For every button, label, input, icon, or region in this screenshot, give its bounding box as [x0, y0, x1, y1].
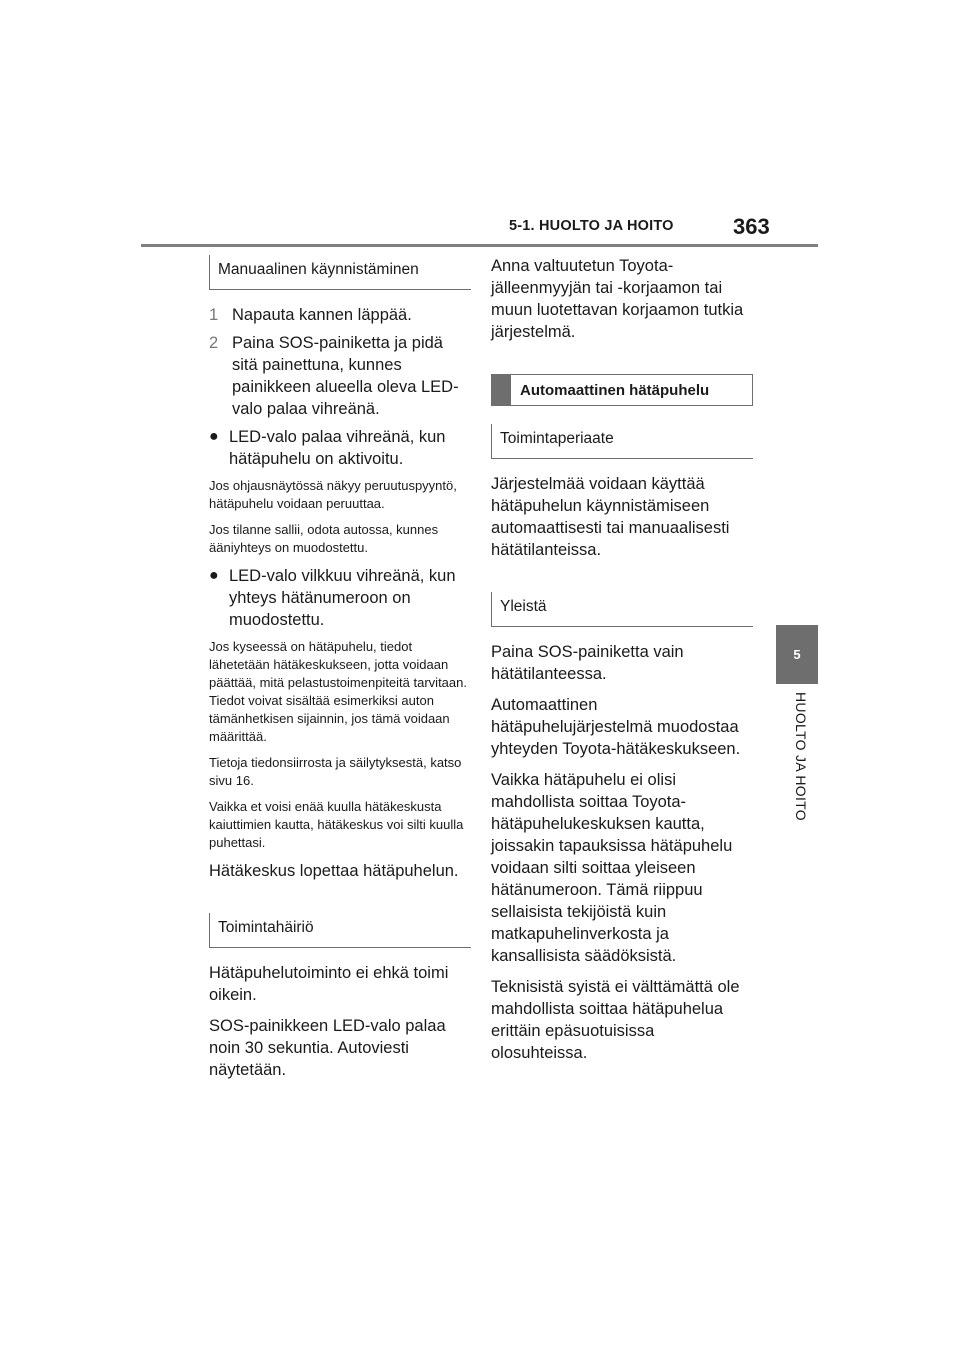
heading-text: Automaattinen hätäpuhelu	[520, 381, 710, 399]
body-text: Paina SOS-painiketta vain hätätilanteessa.	[491, 643, 684, 683]
note-text: Jos ohjausnäytössä näkyy peruutuspyyntö, hätäpuhelu voidaan peruuttaa.	[209, 478, 457, 511]
body-text: Hätäkeskus lopettaa hätäpuhelun.	[209, 862, 459, 880]
bullet-icon: ●	[209, 428, 219, 445]
malfunction-heading: Toimintahäiriö	[209, 913, 471, 948]
chapter-number: 5	[793, 647, 801, 662]
bullet-text: LED-valo vilkkuu vihreänä, kun yhteys hätänumeroon on muodostettu.	[229, 567, 456, 629]
bullet-item	[209, 565, 471, 631]
step-text: Napauta kannen läppää.	[232, 306, 412, 324]
step-number: 2	[209, 334, 219, 352]
auto-emergency-call-heading	[491, 374, 753, 406]
note-text: Jos kyseessä on hätäpuhelu, tiedot lähetetään hätäkeskukseen, jotta voidaan päättää, mitä pelastustoimenpiteitä tarvitaan. Tiedot voivat sisältää esimerkiksi auton tämänhetkisen sijainnin, jos tämä voidaan määrittää.	[209, 639, 467, 744]
body-text: Anna valtuutetun Toyota-jälleenmyyjän tai -korjaamon tai muun luotettavan korjaamon tutkia järjestelmä.	[491, 257, 744, 341]
bullet-text: LED-valo palaa vihreänä, kun hätäpuhelu on aktivoitu.	[229, 428, 446, 468]
step-number: 1	[209, 306, 219, 324]
note-text: Vaikka et voisi enää kuulla hätäkeskusta kaiuttimien kautta, hätäkeskus voi silti kuulla puhettasi.	[209, 799, 464, 850]
section-title: 5-1. HUOLTO JA HOITO	[509, 218, 674, 234]
step-text: Paina SOS-painiketta ja pidä sitä painettuna, kunnes painikkeen alueella oleva LED-valo palaa vihreänä.	[232, 334, 459, 418]
body-text: SOS-painikkeen LED-valo palaa noin 30 sekuntia. Autoviesti näytetään.	[209, 1017, 446, 1079]
manual-start-heading: Manuaalinen käynnistäminen	[209, 255, 471, 290]
bullet-icon: ●	[209, 567, 219, 584]
header-divider	[141, 244, 818, 247]
body-text: Hätäpuhelutoiminto ei ehkä toimi oikein.	[209, 964, 449, 1004]
step-2	[209, 332, 471, 420]
general-heading: Yleistä	[491, 592, 753, 627]
page-number: 363	[733, 214, 770, 239]
body-text: Teknisistä syistä ei välttämättä ole mahdollista soittaa hätäpuhelua erittäin epäsuotuisissa olosuhteissa.	[491, 978, 740, 1062]
chapter-label: HUOLTO JA HOITO	[793, 692, 809, 821]
body-text: Järjestelmää voidaan käyttää hätäpuhelun käynnistämiseen automaattisesti tai manuaalisesti hätätilanteissa.	[491, 475, 730, 559]
body-text: Vaikka hätäpuhelu ei olisi mahdollista soittaa Toyota-hätäpuhelukeskuksen kautta, joissakin tapauksissa hätäpuhelu voidaan silti soittaa yleiseen hätänumeroon. Tämä riippuu sellaisista tekijöistä kuin matkapuhelinverkosta ja kansallisista säädöksistä.	[491, 771, 733, 965]
body-text: Automaattinen hätäpuhelujärjestelmä muodostaa yhteyden Toyota-hätäkeskukseen.	[491, 696, 741, 758]
right-column	[491, 255, 753, 1073]
note-text: Jos tilanne sallii, odota autossa, kunnes ääniyhteys on muodostettu.	[209, 522, 439, 555]
principle-heading: Toimintaperiaate	[491, 424, 753, 459]
chapter-tab[interactable]	[776, 625, 818, 684]
note-text: Tietoja tiedonsiirrosta ja säilytyksestä, katso sivu 16.	[209, 755, 462, 788]
left-column	[209, 255, 471, 1090]
heading-marker	[492, 375, 511, 405]
step-1	[209, 304, 471, 326]
bullet-item	[209, 426, 471, 470]
